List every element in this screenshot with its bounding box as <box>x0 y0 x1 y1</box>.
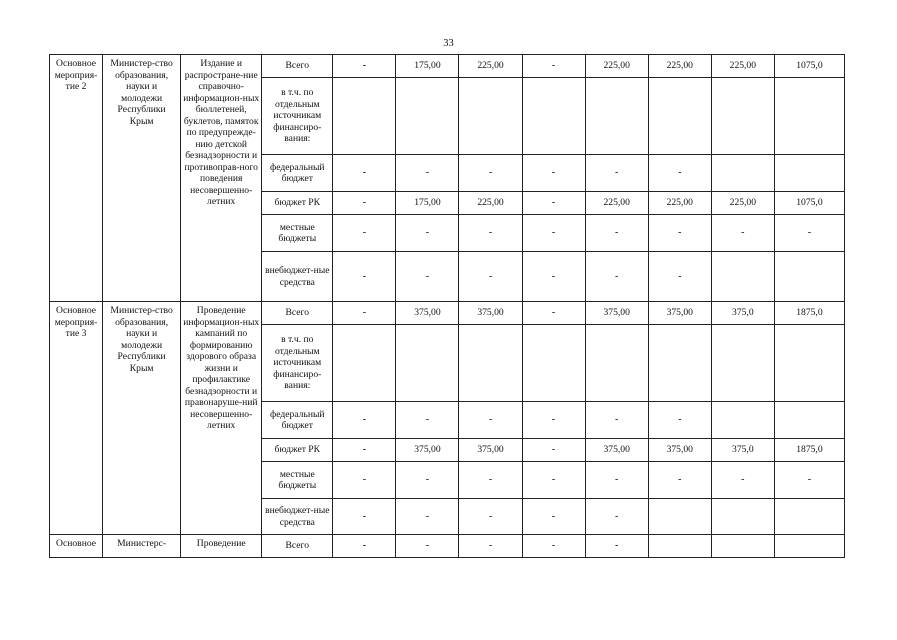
funding-source-cell: в т.ч. по отдельным источникам финансиро-вания: <box>262 325 333 402</box>
amount-cell: - <box>333 55 396 78</box>
amount-cell <box>585 325 648 402</box>
amount-cell: 225,00 <box>711 192 774 215</box>
amount-cell: - <box>396 155 459 192</box>
amount-cell: - <box>585 252 648 302</box>
measure-cell: Основное мероприя-тие 2 <box>50 55 103 302</box>
amount-cell: 375,0 <box>711 302 774 325</box>
funding-source-cell: Всего <box>262 55 333 78</box>
amount-cell: - <box>333 192 396 215</box>
amount-cell <box>522 325 585 402</box>
funding-source-cell: федеральный бюджет <box>262 155 333 192</box>
funding-source-cell: бюджет РК <box>262 192 333 215</box>
amount-cell: - <box>522 462 585 499</box>
amount-cell: - <box>333 439 396 462</box>
amount-cell: 375,00 <box>648 302 711 325</box>
amount-cell: - <box>585 462 648 499</box>
amount-cell: - <box>459 462 522 499</box>
funding-source-cell: местные бюджеты <box>262 462 333 499</box>
amount-cell <box>774 252 844 302</box>
amount-cell: - <box>585 499 648 535</box>
amount-cell: - <box>522 302 585 325</box>
amount-cell: - <box>585 155 648 192</box>
description-cell: Издание и распростране-ние справочно-информацион-ных бюллетеней, буклетов, памяток по предупрежде-нию детской безнадзорности и противоправ-ного поведения несовершенно-летних <box>181 55 262 302</box>
amount-cell: - <box>459 215 522 252</box>
amount-cell: 175,00 <box>396 192 459 215</box>
amount-cell: - <box>585 402 648 439</box>
amount-cell: - <box>333 215 396 252</box>
funding-source-cell: Всего <box>262 302 333 325</box>
amount-cell: 1875,0 <box>774 302 844 325</box>
funding-source-cell: внебюджет-ные средства <box>262 252 333 302</box>
executor-cell: Министерс- <box>103 535 181 558</box>
amount-cell: 175,00 <box>396 55 459 78</box>
amount-cell <box>711 535 774 558</box>
amount-cell: - <box>648 252 711 302</box>
amount-cell <box>522 78 585 155</box>
amount-cell <box>459 325 522 402</box>
amount-cell: - <box>522 155 585 192</box>
amount-cell: - <box>522 535 585 558</box>
amount-cell: 375,00 <box>585 439 648 462</box>
amount-cell <box>774 499 844 535</box>
amount-cell: 375,00 <box>396 439 459 462</box>
amount-cell: - <box>522 55 585 78</box>
amount-cell: - <box>333 499 396 535</box>
amount-cell: - <box>648 402 711 439</box>
amount-cell: 375,00 <box>396 302 459 325</box>
executor-cell: Министер-ство образования, науки и молодежи Республики Крым <box>103 55 181 302</box>
amount-cell: - <box>396 215 459 252</box>
amount-cell: - <box>333 155 396 192</box>
funding-table <box>49 54 845 558</box>
amount-cell <box>396 325 459 402</box>
amount-cell <box>648 535 711 558</box>
amount-cell: 375,00 <box>585 302 648 325</box>
funding-source-cell: в т.ч. по отдельным источникам финансиро-вания: <box>262 78 333 155</box>
amount-cell <box>585 78 648 155</box>
amount-cell: 375,00 <box>459 302 522 325</box>
amount-cell: - <box>396 499 459 535</box>
amount-cell: - <box>459 535 522 558</box>
amount-cell: - <box>459 252 522 302</box>
amount-cell: - <box>522 499 585 535</box>
amount-cell: - <box>333 302 396 325</box>
amount-cell: 375,00 <box>459 439 522 462</box>
amount-cell <box>711 252 774 302</box>
amount-cell: 1075,0 <box>774 55 844 78</box>
amount-cell <box>333 325 396 402</box>
amount-cell <box>774 535 844 558</box>
amount-cell: - <box>648 462 711 499</box>
description-cell: Проведение <box>181 535 262 558</box>
amount-cell: 375,00 <box>648 439 711 462</box>
amount-cell: - <box>711 462 774 499</box>
amount-cell: 225,00 <box>459 55 522 78</box>
amount-cell: - <box>333 462 396 499</box>
table-row <box>50 535 845 558</box>
amount-cell: 1075,0 <box>774 192 844 215</box>
funding-source-cell: Всего <box>262 535 333 558</box>
amount-cell <box>774 402 844 439</box>
funding-source-cell: бюджет РК <box>262 439 333 462</box>
amount-cell: - <box>396 462 459 499</box>
amount-cell: - <box>774 462 844 499</box>
amount-cell: - <box>522 439 585 462</box>
amount-cell <box>711 155 774 192</box>
amount-cell: 225,00 <box>711 55 774 78</box>
amount-cell: - <box>522 192 585 215</box>
amount-cell <box>648 78 711 155</box>
amount-cell <box>711 402 774 439</box>
funding-source-cell: внебюджет-ные средства <box>262 499 333 535</box>
amount-cell: - <box>396 535 459 558</box>
executor-cell: Министер-ство образования, науки и молодежи Республики Крым <box>103 302 181 535</box>
amount-cell: - <box>585 535 648 558</box>
page-number: 33 <box>443 38 454 49</box>
amount-cell: - <box>522 215 585 252</box>
description-cell: Проведение информацион-ных кампаний по формированию здорового образа жизни и профилактике безнадзорности и правонаруше-ний несовершенно-летних <box>181 302 262 535</box>
funding-source-cell: местные бюджеты <box>262 215 333 252</box>
amount-cell <box>396 78 459 155</box>
amount-cell <box>648 325 711 402</box>
amount-cell: - <box>459 155 522 192</box>
amount-cell: 225,00 <box>648 192 711 215</box>
amount-cell: - <box>333 252 396 302</box>
amount-cell: - <box>774 215 844 252</box>
amount-cell: 225,00 <box>459 192 522 215</box>
amount-cell: - <box>396 252 459 302</box>
amount-cell <box>774 78 844 155</box>
amount-cell: 225,00 <box>585 55 648 78</box>
amount-cell: - <box>648 215 711 252</box>
funding-source-cell: федеральный бюджет <box>262 402 333 439</box>
amount-cell: - <box>711 215 774 252</box>
amount-cell <box>774 155 844 192</box>
amount-cell: 1875,0 <box>774 439 844 462</box>
amount-cell: 225,00 <box>585 192 648 215</box>
table-row <box>50 55 845 78</box>
amount-cell: - <box>522 252 585 302</box>
measure-cell: Основное мероприя-тие 3 <box>50 302 103 535</box>
amount-cell <box>711 78 774 155</box>
measure-cell: Основное <box>50 535 103 558</box>
amount-cell <box>711 499 774 535</box>
amount-cell: - <box>522 402 585 439</box>
amount-cell: - <box>585 215 648 252</box>
amount-cell: - <box>648 155 711 192</box>
amount-cell: - <box>396 402 459 439</box>
amount-cell: - <box>333 402 396 439</box>
amount-cell: - <box>459 402 522 439</box>
amount-cell <box>774 325 844 402</box>
amount-cell <box>711 325 774 402</box>
table-row <box>50 302 845 325</box>
amount-cell <box>648 499 711 535</box>
amount-cell: - <box>333 535 396 558</box>
amount-cell: 225,00 <box>648 55 711 78</box>
amount-cell: 375,0 <box>711 439 774 462</box>
amount-cell: - <box>459 499 522 535</box>
amount-cell <box>333 78 396 155</box>
amount-cell <box>459 78 522 155</box>
